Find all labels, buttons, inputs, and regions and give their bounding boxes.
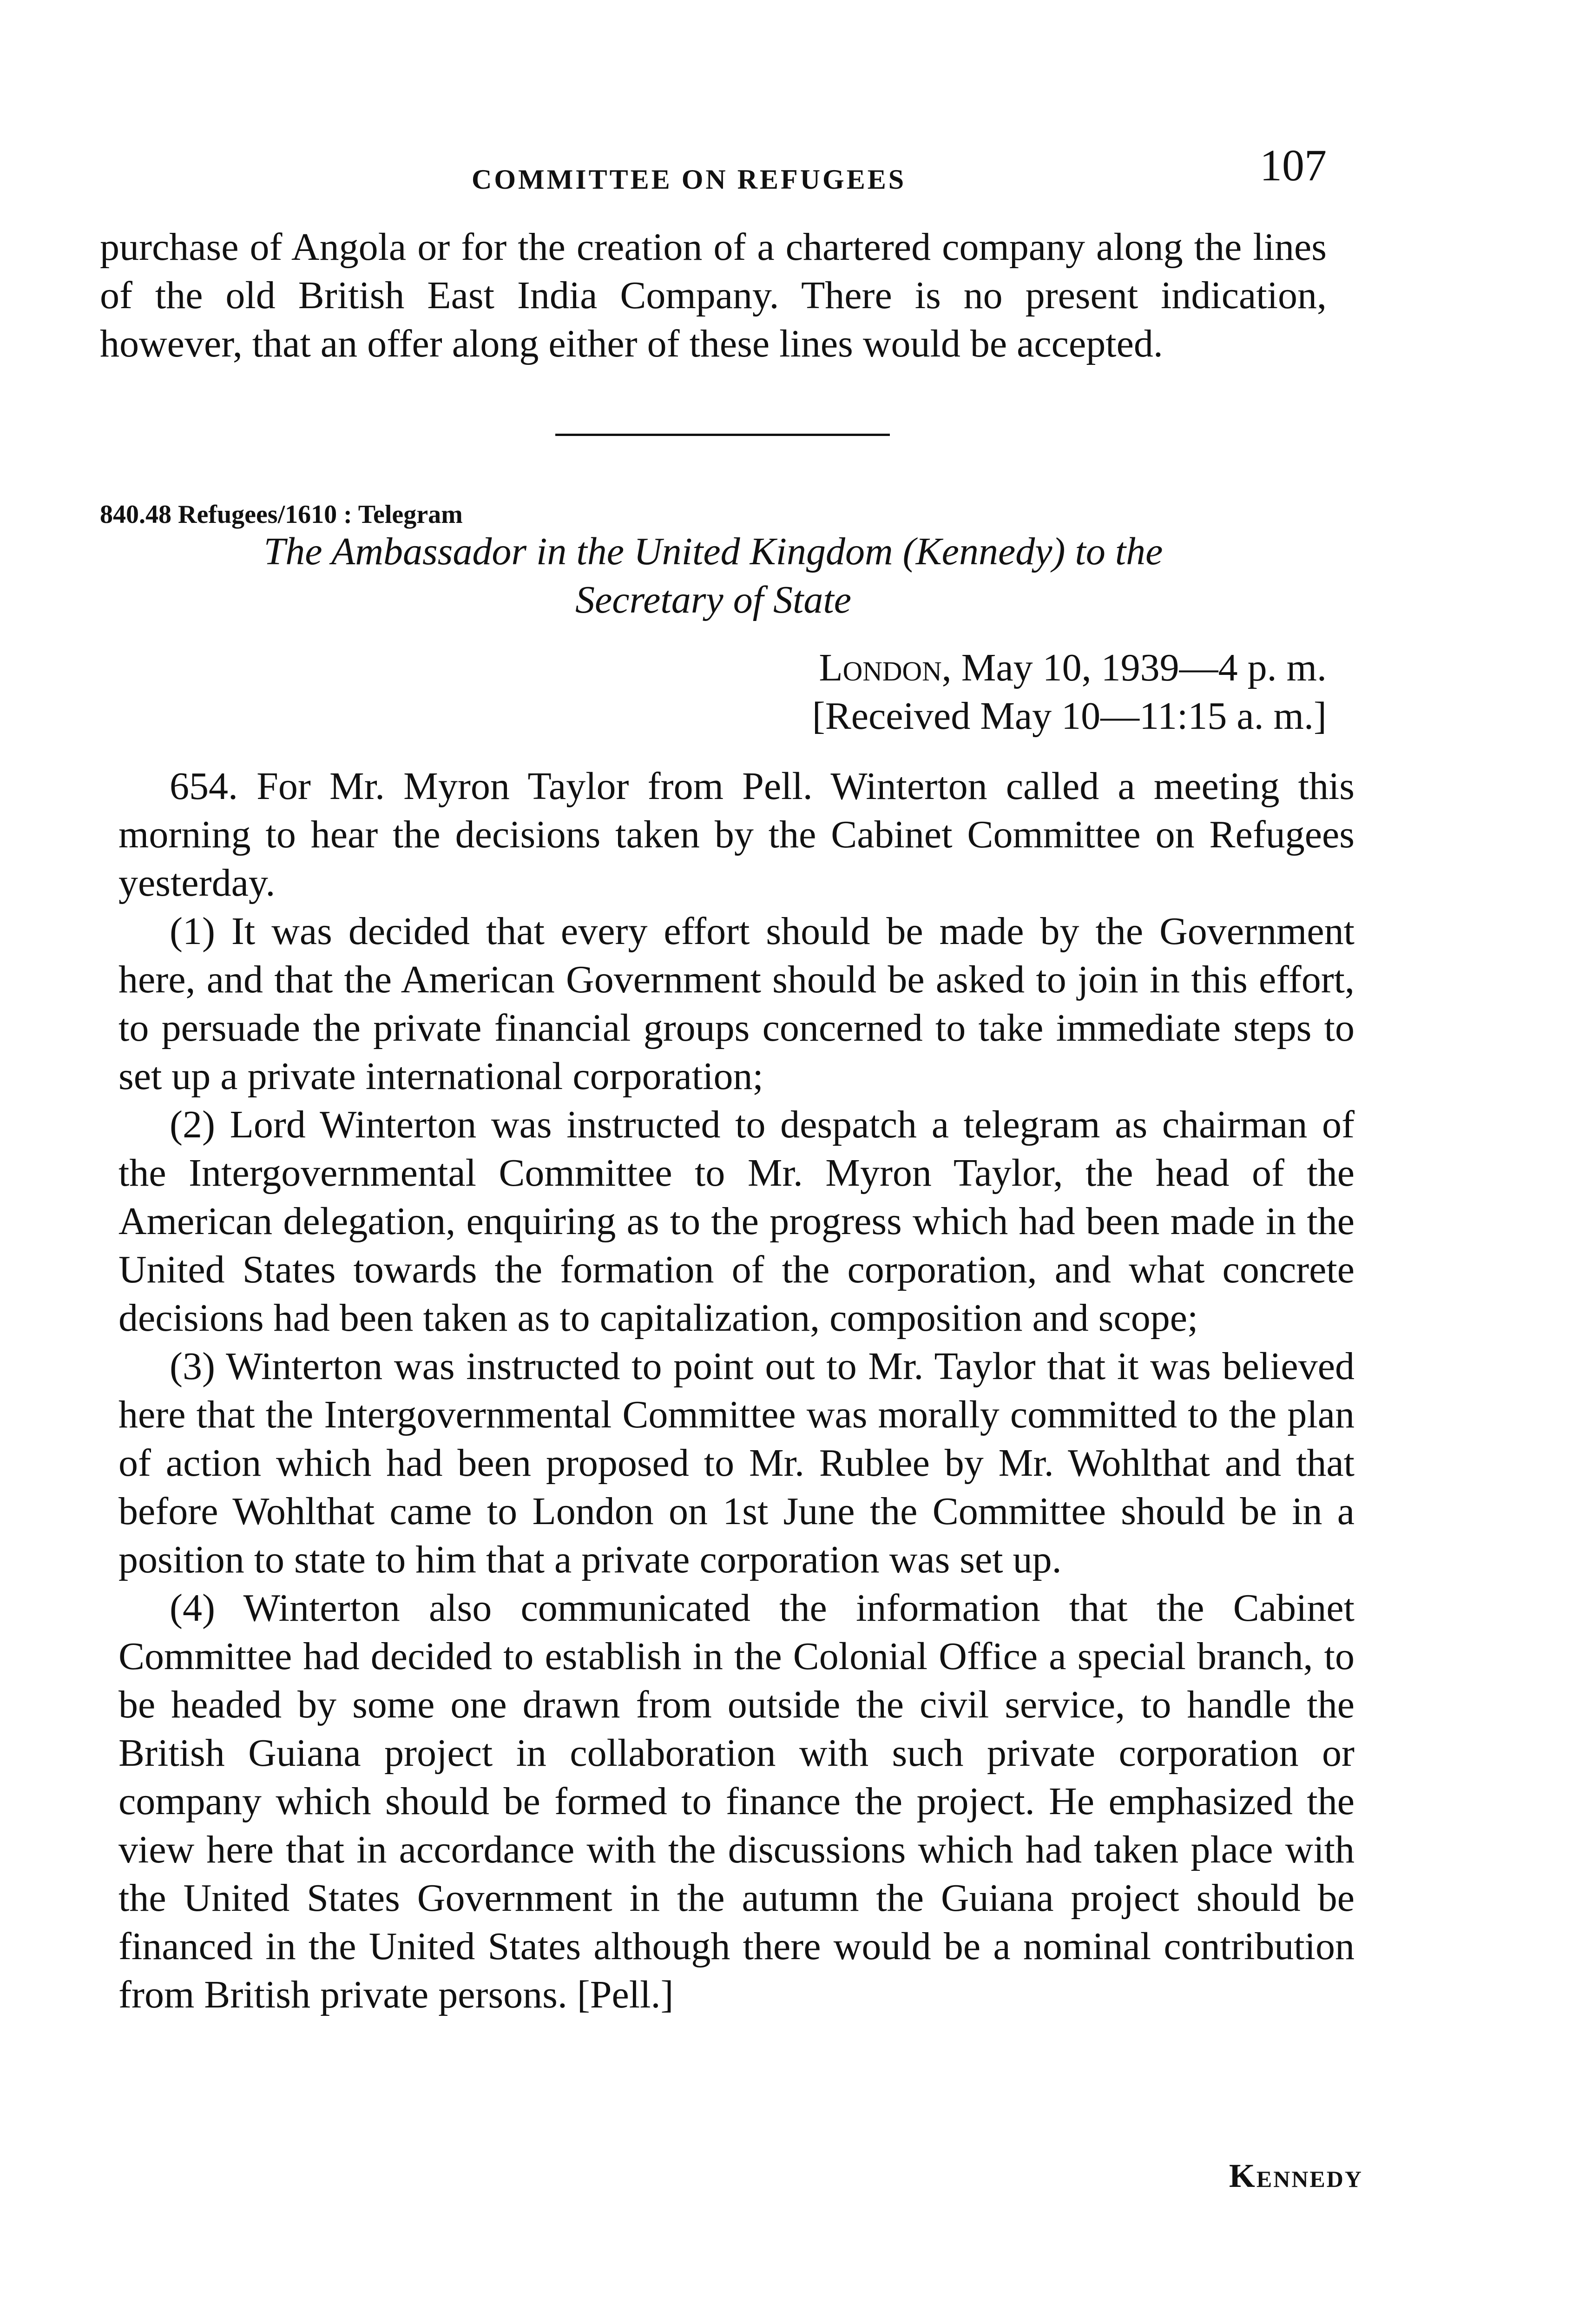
dateline — [812, 644, 1327, 740]
document-title — [100, 528, 1327, 624]
document-title-line-2: Secretary of State — [575, 578, 852, 621]
signature: Kennedy — [1229, 2157, 1363, 2194]
dateline-place: London, — [819, 646, 952, 689]
intro-paragraph: purchase of Angola or for the creation of a chartered company along the lines of the old British East India Company. There is no present indication, however, that an offer along either of these lines would be accepted. — [100, 225, 1327, 365]
telegram-body — [118, 762, 1355, 2019]
page-header — [100, 139, 1327, 200]
section-divider — [555, 434, 890, 436]
paragraph-item-1: (1) It was decided that every effort should be made by the Government here, and that the American Government should be asked to join in this effort, to persuade the private financial groups concerned to take immediate steps to set up a private international corporation; — [118, 910, 1355, 1098]
page-number: 107 — [1260, 140, 1327, 190]
dateline-sent — [812, 644, 1327, 692]
document-title-line-1: The Ambassador in the United Kingdom (Kennedy) to the — [263, 530, 1163, 573]
paragraph-654: 654. For Mr. Myron Taylor from Pell. Winterton called a meeting this morning to hear the decisions taken by the Cabinet Committee on Refugees yesterday. — [118, 765, 1355, 905]
running-title: COMMITTEE ON REFUGEES — [472, 164, 907, 195]
dateline-date: May 10, 1939—4 p. m. — [951, 646, 1327, 689]
file-reference: 840.48 Refugees/1610 : Telegram — [100, 500, 463, 529]
paragraph-item-3: (3) Winterton was instructed to point out to Mr. Taylor that it was believed here that the Intergovernmental Committee was morally committed to the plan of action which had been proposed to Mr. Rublee by Mr. Wohlthat and that before Wohlthat came to London on 1st June the Committee should be in a position to state to him that a private corporation was set up. — [118, 1345, 1355, 1581]
paragraph-item-4: (4) Winterton also communicated the information that the Cabinet Committee had decided to establish in the Colonial Office a special branch, to be headed by some one drawn from outside the civil service, to handle the British Guiana project in collaboration with such private corporation or company which should be formed to finance the project. He emphasized the view here that in accordance with the discussions which had taken place with the United States Government in the autumn the Guiana project should be financed in the United States although there would be a nominal contribution from British private persons. [Pell.] — [118, 1586, 1355, 2016]
continued-paragraph — [100, 223, 1327, 368]
dateline-received: [Received May 10—11:15 a. m.] — [812, 694, 1327, 738]
paragraph-item-2: (2) Lord Winterton was instructed to despatch a telegram as chairman of the Intergovernmental Committee to Mr. Myron Taylor, the head of the American delegation, enquiring as to the progress which had been made in the United States towards the formation of the corporation, and what concrete decisions had been taken as to capitalization, composition and scope; — [118, 1103, 1355, 1340]
